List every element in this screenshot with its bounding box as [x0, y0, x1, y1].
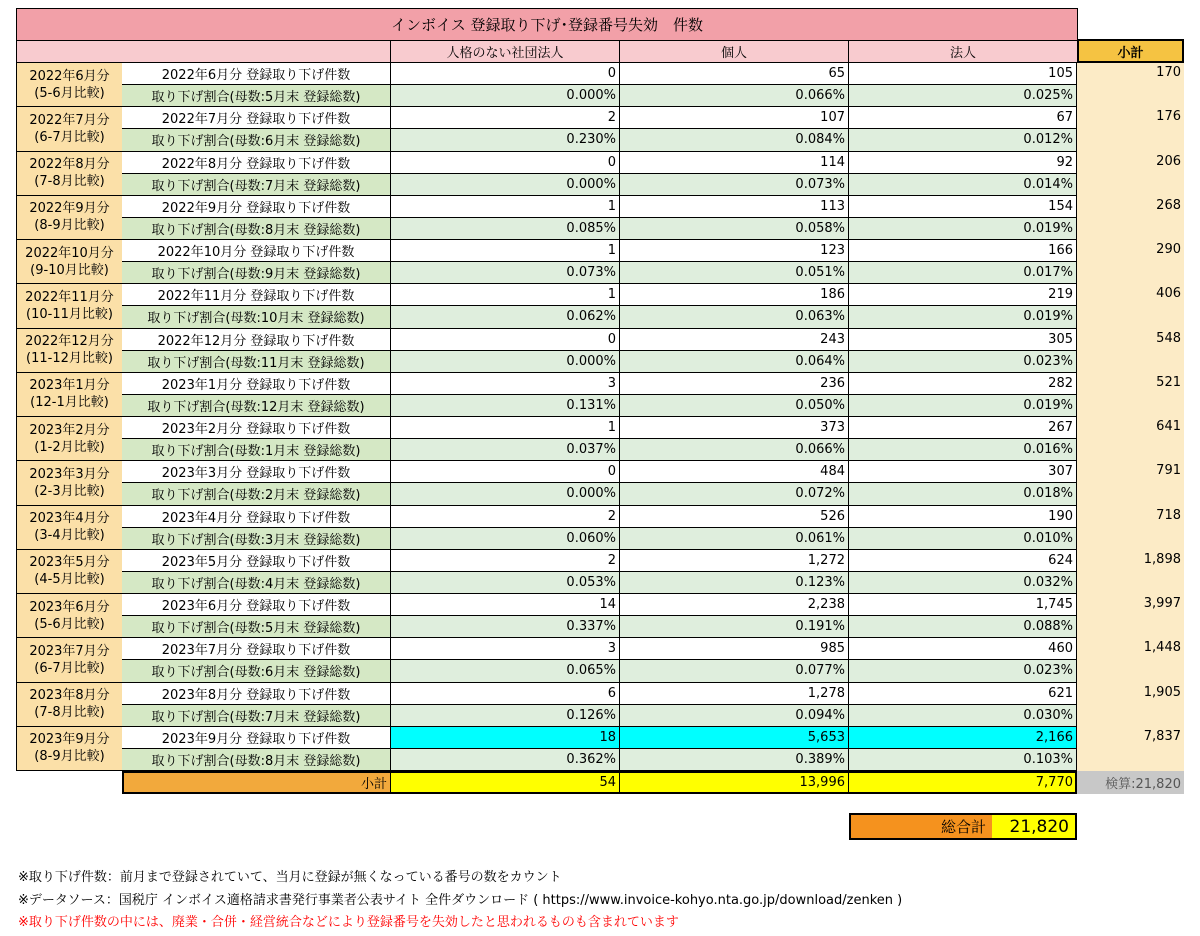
subtotal-cell: 176: [1077, 107, 1184, 151]
count-cell: 18: [391, 727, 620, 749]
ratio-row-label: 取り下げ割合(母数:8月末 登録総数): [122, 218, 391, 240]
ratio-cell: 0.362%: [391, 749, 620, 771]
count-cell: 526: [620, 506, 849, 528]
month-comparison: (7-8月比較): [34, 705, 105, 721]
month-comparison: (2-3月比較): [34, 483, 105, 499]
count-cell: 154: [849, 196, 1077, 218]
ratio-cell: 0.058%: [620, 218, 849, 240]
month-name: 2023年9月分: [29, 732, 110, 748]
count-cell: 107: [620, 107, 849, 129]
month-comparison: (11-12月比較): [26, 351, 113, 367]
count-row-label: 2023年2月分 登録取り下げ件数: [122, 417, 391, 439]
month-label: [16, 196, 123, 240]
count-cell: 5,653: [620, 727, 849, 749]
count-cell: 113: [620, 196, 849, 218]
count-row-label: 2022年6月分 登録取り下げ件数: [122, 63, 391, 85]
month-name: 2023年4月分: [29, 511, 110, 527]
ratio-cell: 0.018%: [849, 483, 1077, 505]
ratio-cell: 0.131%: [391, 395, 620, 417]
grand-total-value: 21,820: [992, 815, 1075, 838]
month-name: 2022年6月分: [29, 68, 110, 84]
month-name: 2022年8月分: [29, 157, 110, 173]
ratio-cell: 0.230%: [391, 129, 620, 151]
count-cell: 267: [849, 417, 1077, 439]
month-comparison: (3-4月比較): [34, 528, 105, 544]
month-comparison: (7-8月比較): [34, 174, 105, 190]
month-name: 2023年7月分: [29, 643, 110, 659]
grand-total-label: 総合計: [851, 815, 992, 838]
header-blank: [16, 41, 391, 63]
count-cell: 373: [620, 417, 849, 439]
count-cell: 186: [620, 284, 849, 306]
ratio-cell: 0.064%: [620, 351, 849, 373]
count-cell: 621: [849, 683, 1077, 705]
ratio-cell: 0.066%: [620, 439, 849, 461]
count-cell: 166: [849, 240, 1077, 262]
ratio-cell: 0.389%: [620, 749, 849, 771]
subtotal-cell: 791: [1077, 461, 1184, 505]
ratio-cell: 0.053%: [391, 572, 620, 594]
header-subtotal: 小計: [1077, 39, 1184, 63]
count-cell: 219: [849, 284, 1077, 306]
ratio-row-label: 取り下げ割合(母数:8月末 登録総数): [122, 749, 391, 771]
total-association: 54: [391, 771, 620, 794]
count-cell: 1: [391, 240, 620, 262]
table-title: インボイス 登録取り下げ･登録番号失効 件数: [16, 8, 1078, 41]
subtotal-cell: 1,898: [1077, 550, 1184, 594]
count-row-label: 2023年1月分 登録取り下げ件数: [122, 373, 391, 395]
count-row-label: 2022年11月分 登録取り下げ件数: [122, 284, 391, 306]
ratio-cell: 0.025%: [849, 85, 1077, 107]
ratio-cell: 0.050%: [620, 395, 849, 417]
count-cell: 114: [620, 152, 849, 174]
count-row-label: 2023年6月分 登録取り下げ件数: [122, 594, 391, 616]
ratio-row-label: 取り下げ割合(母数:7月末 登録総数): [122, 174, 391, 196]
ratio-row-label: 取り下げ割合(母数:2月末 登録総数): [122, 483, 391, 505]
subtotal-cell: 1,905: [1077, 683, 1184, 727]
count-cell: 2,238: [620, 594, 849, 616]
ratio-cell: 0.060%: [391, 528, 620, 550]
count-row-label: 2022年8月分 登録取り下げ件数: [122, 152, 391, 174]
check-total: 検算:21,820: [1077, 771, 1184, 794]
ratio-cell: 0.023%: [849, 660, 1077, 682]
count-cell: 484: [620, 461, 849, 483]
ratio-row-label: 取り下げ割合(母数:5月末 登録総数): [122, 85, 391, 107]
count-cell: 1,278: [620, 683, 849, 705]
ratio-cell: 0.073%: [391, 262, 620, 284]
header-col-corporation: 法人: [849, 41, 1078, 63]
ratio-cell: 0.032%: [849, 572, 1077, 594]
month-name: 2022年10月分: [25, 245, 114, 261]
total-corporation: 7,770: [849, 771, 1077, 794]
count-row-label: 2023年3月分 登録取り下げ件数: [122, 461, 391, 483]
ratio-cell: 0.010%: [849, 528, 1077, 550]
subtotal-cell: 290: [1077, 240, 1184, 284]
month-name: 2023年3月分: [29, 466, 110, 482]
total-individual: 13,996: [620, 771, 849, 794]
ratio-row-label: 取り下げ割合(母数:1月末 登録総数): [122, 439, 391, 461]
month-label: [16, 373, 123, 417]
ratio-cell: 0.000%: [391, 351, 620, 373]
ratio-cell: 0.123%: [620, 572, 849, 594]
count-row-label: 2023年9月分 登録取り下げ件数: [122, 727, 391, 749]
count-cell: 0: [391, 329, 620, 351]
count-cell: 92: [849, 152, 1077, 174]
month-label: [16, 594, 123, 638]
month-label: [16, 63, 123, 107]
month-label: [16, 240, 123, 284]
count-cell: 236: [620, 373, 849, 395]
subtotal-cell: 641: [1077, 417, 1184, 461]
ratio-cell: 0.012%: [849, 129, 1077, 151]
header-col-individual: 個人: [620, 41, 849, 63]
count-cell: 307: [849, 461, 1077, 483]
month-comparison: (9-10月比較): [30, 262, 109, 278]
ratio-cell: 0.126%: [391, 705, 620, 727]
count-cell: 1: [391, 196, 620, 218]
count-cell: 3: [391, 373, 620, 395]
month-comparison: (8-9月比較): [34, 218, 105, 234]
ratio-row-label: 取り下げ割合(母数:6月末 登録総数): [122, 129, 391, 151]
month-label: [16, 683, 123, 727]
count-cell: 0: [391, 63, 620, 85]
ratio-cell: 0.066%: [620, 85, 849, 107]
subtotal-cell: 206: [1077, 152, 1184, 196]
month-name: 2023年6月分: [29, 599, 110, 615]
ratio-row-label: 取り下げ割合(母数:5月末 登録総数): [122, 616, 391, 638]
count-cell: 6: [391, 683, 620, 705]
ratio-cell: 0.023%: [849, 351, 1077, 373]
count-cell: 67: [849, 107, 1077, 129]
note-warning: ※取り下げ件数の中には、廃業・合併・経営統合などにより登録番号を失効したと思われるものも含まれています: [18, 915, 679, 930]
ratio-cell: 0.072%: [620, 483, 849, 505]
count-cell: 1,272: [620, 550, 849, 572]
month-label: [16, 638, 123, 682]
ratio-cell: 0.000%: [391, 85, 620, 107]
ratio-cell: 0.037%: [391, 439, 620, 461]
ratio-row-label: 取り下げ割合(母数:10月末 登録総数): [122, 306, 391, 328]
ratio-cell: 0.019%: [849, 218, 1077, 240]
month-name: 2022年9月分: [29, 201, 110, 217]
count-cell: 0: [391, 461, 620, 483]
month-label: [16, 152, 123, 196]
count-cell: 2: [391, 550, 620, 572]
month-name: 2023年2月分: [29, 422, 110, 438]
ratio-cell: 0.062%: [391, 306, 620, 328]
ratio-cell: 0.088%: [849, 616, 1077, 638]
month-comparison: (1-2月比較): [34, 439, 105, 455]
count-cell: 460: [849, 638, 1077, 660]
ratio-cell: 0.073%: [620, 174, 849, 196]
subtotal-cell: 170: [1077, 63, 1184, 107]
count-cell: 2: [391, 506, 620, 528]
count-row-label: 2022年10月分 登録取り下げ件数: [122, 240, 391, 262]
count-row-label: 2023年8月分 登録取り下げ件数: [122, 683, 391, 705]
ratio-cell: 0.014%: [849, 174, 1077, 196]
ratio-cell: 0.103%: [849, 749, 1077, 771]
count-cell: 243: [620, 329, 849, 351]
ratio-cell: 0.065%: [391, 660, 620, 682]
ratio-cell: 0.061%: [620, 528, 849, 550]
grand-total-box: [849, 813, 1077, 840]
month-label: [16, 727, 123, 771]
month-comparison: (6-7月比較): [34, 660, 105, 676]
count-cell: 305: [849, 329, 1077, 351]
subtotal-cell: 521: [1077, 373, 1184, 417]
count-row-label: 2022年12月分 登録取り下げ件数: [122, 329, 391, 351]
ratio-cell: 0.030%: [849, 705, 1077, 727]
note-source: ※データソース：国税庁 インボイス適格請求書発行事業者公表サイト 全件ダウンロード ( https://www.invoice-kohyo.nta.go.jp/download/zenken ): [18, 893, 903, 908]
ratio-row-label: 取り下げ割合(母数:3月末 登録総数): [122, 528, 391, 550]
ratio-cell: 0.191%: [620, 616, 849, 638]
ratio-cell: 0.051%: [620, 262, 849, 284]
count-cell: 123: [620, 240, 849, 262]
ratio-cell: 0.094%: [620, 705, 849, 727]
count-cell: 2,166: [849, 727, 1077, 749]
ratio-cell: 0.337%: [391, 616, 620, 638]
month-comparison: (12-1月比較): [30, 395, 109, 411]
month-label: [16, 506, 123, 550]
count-row-label: 2023年4月分 登録取り下げ件数: [122, 506, 391, 528]
count-cell: 624: [849, 550, 1077, 572]
month-comparison: (5-6月比較): [34, 85, 105, 101]
month-name: 2022年12月分: [25, 334, 114, 350]
ratio-cell: 0.000%: [391, 483, 620, 505]
subtotal-cell: 718: [1077, 506, 1184, 550]
count-cell: 105: [849, 63, 1077, 85]
count-cell: 0: [391, 152, 620, 174]
month-name: 2023年1月分: [29, 378, 110, 394]
ratio-row-label: 取り下げ割合(母数:7月末 登録総数): [122, 705, 391, 727]
ratio-cell: 0.084%: [620, 129, 849, 151]
ratio-cell: 0.017%: [849, 262, 1077, 284]
count-row-label: 2023年7月分 登録取り下げ件数: [122, 638, 391, 660]
month-name: 2022年7月分: [29, 112, 110, 128]
ratio-cell: 0.085%: [391, 218, 620, 240]
count-cell: 65: [620, 63, 849, 85]
ratio-row-label: 取り下げ割合(母数:11月末 登録総数): [122, 351, 391, 373]
count-cell: 3: [391, 638, 620, 660]
ratio-cell: 0.019%: [849, 395, 1077, 417]
subtotal-cell: 7,837: [1077, 727, 1184, 771]
subtotal-cell: 406: [1077, 284, 1184, 328]
ratio-cell: 0.063%: [620, 306, 849, 328]
month-label: [16, 417, 123, 461]
count-row-label: 2023年5月分 登録取り下げ件数: [122, 550, 391, 572]
month-name: 2022年11月分: [25, 289, 114, 305]
count-row-label: 2022年9月分 登録取り下げ件数: [122, 196, 391, 218]
month-label: [16, 461, 123, 505]
total-label: 小計: [122, 771, 391, 794]
count-cell: 985: [620, 638, 849, 660]
month-name: 2023年8月分: [29, 688, 110, 704]
ratio-cell: 0.077%: [620, 660, 849, 682]
month-comparison: (5-6月比較): [34, 616, 105, 632]
note-definition: ※取り下げ件数：前月まで登録されていて、当月に登録が無くなっている番号の数をカウント: [18, 870, 562, 885]
month-label: [16, 550, 123, 594]
month-comparison: (10-11月比較): [26, 306, 113, 322]
subtotal-cell: 1,448: [1077, 638, 1184, 682]
ratio-row-label: 取り下げ割合(母数:4月末 登録総数): [122, 572, 391, 594]
month-comparison: (8-9月比較): [34, 749, 105, 765]
month-label: [16, 107, 123, 151]
month-comparison: (6-7月比較): [34, 129, 105, 145]
ratio-cell: 0.019%: [849, 306, 1077, 328]
count-cell: 14: [391, 594, 620, 616]
count-cell: 2: [391, 107, 620, 129]
ratio-row-label: 取り下げ割合(母数:6月末 登録総数): [122, 660, 391, 682]
header-col-association: 人格のない社団法人: [391, 41, 620, 63]
month-label: [16, 329, 123, 373]
month-name: 2023年5月分: [29, 555, 110, 571]
ratio-row-label: 取り下げ割合(母数:12月末 登録総数): [122, 395, 391, 417]
subtotal-cell: 548: [1077, 329, 1184, 373]
ratio-cell: 0.000%: [391, 174, 620, 196]
count-cell: 1,745: [849, 594, 1077, 616]
subtotal-cell: 3,997: [1077, 594, 1184, 638]
ratio-row-label: 取り下げ割合(母数:9月末 登録総数): [122, 262, 391, 284]
ratio-cell: 0.016%: [849, 439, 1077, 461]
subtotal-cell: 268: [1077, 196, 1184, 240]
count-cell: 1: [391, 417, 620, 439]
count-cell: 282: [849, 373, 1077, 395]
count-cell: 1: [391, 284, 620, 306]
month-comparison: (4-5月比較): [34, 572, 105, 588]
count-cell: 190: [849, 506, 1077, 528]
count-row-label: 2022年7月分 登録取り下げ件数: [122, 107, 391, 129]
month-label: [16, 284, 123, 328]
